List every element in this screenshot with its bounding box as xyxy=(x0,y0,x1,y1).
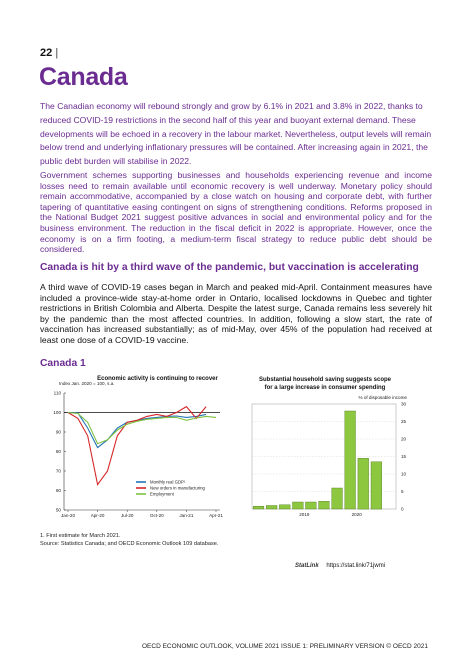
bar-2020Q2 xyxy=(345,411,356,509)
bar-2018Q4 xyxy=(266,506,277,510)
legend-label-2: New orders in manufacturing xyxy=(150,485,205,491)
line-chart-ytick-label: 70 xyxy=(55,468,61,474)
line-chart-xtick-label: Jan-21 xyxy=(179,513,194,518)
page-footer: OECD ECONOMIC OUTLOOK, VOLUME 2021 ISSUE 1: PRELIMINARY VERSION © OECD 2021 xyxy=(142,643,428,650)
bar-chart-ytick-label: 10 xyxy=(401,471,407,477)
bar-chart-xtick-label: 2020 xyxy=(351,512,362,517)
legend-label-1: Monthly real GDP¹ xyxy=(150,479,186,485)
line-chart-ytick-label: 90 xyxy=(55,429,61,435)
bar-2019Q4 xyxy=(319,501,330,509)
bar-chart-ytick-label: 5 xyxy=(401,489,404,495)
bar-2018Q3 xyxy=(253,506,264,509)
line-chart-xtick-label: Apr-20 xyxy=(90,513,105,518)
page-number-value: 22 xyxy=(40,47,53,59)
figure-notes xyxy=(40,532,218,548)
line-chart-xtick-label: Apr-21 xyxy=(209,513,223,518)
line-chart-ytick-label: 80 xyxy=(55,449,61,455)
page-number-separator: | xyxy=(55,47,59,59)
line-chart-ytick-label: 110 xyxy=(53,390,61,396)
bar-2019Q2 xyxy=(293,502,304,509)
line-chart-xtick-label: Jan-20 xyxy=(60,513,76,518)
bar-chart-ytick-label: 20 xyxy=(401,436,407,442)
line-chart-xtick-label: Oct-20 xyxy=(149,513,164,518)
note-1: 1. First estimate for March 2021. xyxy=(40,533,121,539)
bar-2020Q3 xyxy=(358,458,369,509)
bar-chart-ytick-label: 25 xyxy=(401,419,407,425)
line-chart-xtick-label: Jul-20 xyxy=(120,513,134,518)
statlink-logo: StatLink xyxy=(295,563,319,569)
bar-chart-ylabel: % of disposable income xyxy=(358,395,407,400)
bar-2019Q1 xyxy=(279,505,290,509)
line-chart-ytick-label: 100 xyxy=(53,410,61,416)
line-chart-ytick-label: 50 xyxy=(55,507,61,513)
statlink[interactable] xyxy=(295,563,385,569)
bar-2019Q3 xyxy=(306,502,317,509)
policy-paragraph: Government schemes supporting businesses and households experiencing revenue and income losses need to remain available until economic recovery is well underway. Monetary policy should remain accommodative, accompanied by a close watch on housing and corporate debt, with further tapering of quantitative easing contingent on signs of strengthening conditions. Reforms proposed in the National Budget 2021 suggest positive advances in social and environmental policy and for the business environment. The reduction in the fiscal deficit in 2022 is appropriate. However, once the economy is on a firm footing, a medium-term fiscal strategy to reduce public debt should be considered. xyxy=(40,170,432,255)
section-paragraph: A third wave of COVID-19 cases began in March and peaked mid-April. Containment measures have included a province-wide stay-at-home order in Ontario, localised lockdowns in Quebec and tighter restrictions in British Colombia and Alberta. Despite the latest surge, Canada remains less severely hit by the pandemic than the most affected countries. In addition, following a slow start, the rate of vaccination has increased substantially; as of mid-May, over 45% of the population had received at least one dose of a COVID-19 vaccine. xyxy=(40,282,432,345)
panel2-title-line1: Substantial household saving suggests scope xyxy=(258,377,392,383)
figure-title: Canada 1 xyxy=(40,358,86,369)
note-source: Source: Statistics Canada; and OECD Economic Outlook 109 database. xyxy=(40,541,219,547)
panel2-title-line2: for a large increase in consumer spending xyxy=(264,385,386,391)
bar-chart-xtick-label: 2019 xyxy=(299,512,310,517)
bar-chart-ytick-label: 0 xyxy=(401,506,404,512)
bar-2020Q1 xyxy=(332,488,343,509)
summary-paragraph: The Canadian economy will rebound strongly and grow by 6.1% in 2021 and 3.8% in 2022, thanks to reduced COVID-19 restrictions in the second half of this year and buoyant external demand. These developments will be echoed in a recovery in the labour market. Nevertheless, output levels will remain below trend and underlying inflationary pressures will be contained. After increasing again in 2021, the public debt burden will stabilise in 2022. xyxy=(40,101,432,167)
line-chart-ytick-label: 60 xyxy=(55,488,61,494)
page-title: Canada xyxy=(39,63,128,91)
bar-chart xyxy=(252,395,407,517)
statlink-url[interactable]: https://stat.link/71jwmi xyxy=(326,563,386,569)
legend-label-3: Employment xyxy=(150,491,174,497)
line-chart xyxy=(53,381,223,518)
line-chart-ylabel: Index Jan. 2020 = 100, s.a. xyxy=(59,381,115,386)
bar-2020Q4 xyxy=(371,462,382,509)
bar-chart-ytick-label: 15 xyxy=(401,454,407,460)
line-series-2 xyxy=(68,407,206,485)
panel1-title: Economic activity is continuing to recover xyxy=(97,376,218,382)
section-heading: Canada is hit by a third wave of the pandemic, but vaccination is accelerating xyxy=(40,262,419,273)
bar-chart-ytick-label: 30 xyxy=(401,401,407,407)
